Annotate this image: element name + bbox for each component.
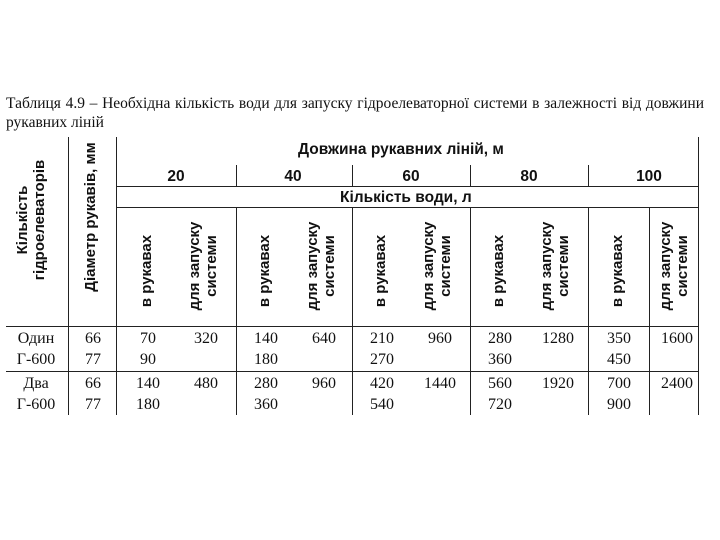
in-hoses-cell: 90 [140,351,156,368]
count-header [14,140,48,300]
column-divider-line [352,165,353,187]
diameter-cell: 77 [85,396,101,413]
for-start-cell: 1600 [661,330,693,347]
in-hoses-header: в рукавах [138,234,155,308]
in-hoses-cell: 280 [488,330,512,347]
count-cell: Один [17,330,55,347]
for-start-cell: 1440 [424,375,456,392]
length-value: 100 [636,168,662,185]
in-hoses-cell: 560 [488,375,512,392]
for-start-line2: системи [203,235,220,297]
in-hoses-header: в рукавах [609,234,626,308]
length-value: 40 [284,168,302,185]
for-start-cell: 480 [194,375,218,392]
diameter-cell: 66 [85,375,101,392]
column-divider-line [352,207,353,415]
table-caption: Таблиця 4.9 – Необхідна кількість води для запуску гідроелеваторної системи в залежності від довжини рукавних ліній [6,95,704,131]
column-divider-line [588,207,589,415]
in-hoses-cell: 70 [140,330,156,347]
in-hoses-cell: 420 [370,375,394,392]
column-divider-line [588,165,589,187]
in-hoses-cell: 180 [136,396,160,413]
for-start-line1: для запуску [420,221,437,311]
column-divider-line [68,137,69,415]
for-start-header [420,211,454,321]
count-header-line2: гідроелеваторів [31,159,48,281]
for-start-header [304,211,338,321]
count-cell: Г-600 [16,351,56,368]
count-cell: Г-600 [16,396,56,413]
in-hoses-cell: 280 [254,375,278,392]
in-hoses-header: в рукавах [490,234,507,308]
for-start-cell: 1280 [542,330,574,347]
in-hoses-cell: 140 [254,330,278,347]
count-cell: Два [23,375,49,392]
for-start-header [657,211,691,321]
for-start-cell: 320 [194,330,218,347]
column-divider-line [470,165,471,187]
for-start-cell: 2400 [661,375,693,392]
for-start-line2: системи [437,235,454,297]
length-value: 80 [520,168,538,185]
header-divider-line [116,186,698,187]
in-hoses-cell: 450 [607,351,631,368]
column-divider-line [470,207,471,415]
for-start-line1: для запуску [304,221,321,311]
in-hoses-header: в рукавах [372,234,389,308]
in-hoses-cell: 350 [607,330,631,347]
in-hoses-cell: 540 [370,396,394,413]
in-hoses-cell: 360 [488,351,512,368]
column-divider-line [116,137,117,415]
for-start-line2: системи [674,235,691,297]
in-hoses-cell: 270 [370,351,394,368]
in-hoses-cell: 700 [607,375,631,392]
for-start-line1: для запуску [538,221,555,311]
diameter-cell: 77 [85,351,101,368]
for-start-header [538,211,572,321]
in-hoses-cell: 180 [254,351,278,368]
column-divider-line [236,207,237,415]
column-divider-line [698,137,699,415]
for-start-line2: системи [321,235,338,297]
for-start-line1: для запуску [657,221,674,311]
in-hoses-cell: 900 [607,396,631,413]
column-divider-line [236,165,237,187]
for-start-cell: 960 [428,330,452,347]
diameter-header: Діаметр рукавів, мм [82,142,99,292]
count-header-line1: Кількість [14,185,31,255]
column-divider-line [649,207,650,415]
for-start-line2: системи [555,235,572,297]
for-start-line1: для запуску [186,221,203,311]
length-value: 20 [167,168,185,185]
for-start-header [186,211,220,321]
diameter-cell: 66 [85,330,101,347]
length-value: 60 [402,168,420,185]
in-hoses-cell: 360 [254,396,278,413]
in-hoses-cell: 720 [488,396,512,413]
header-divider-line [116,207,698,208]
in-hoses-header: в рукавах [256,234,273,308]
in-hoses-cell: 210 [370,330,394,347]
length-header: Довжина рукавних ліній, м [298,141,504,158]
water-header: Кількість води, л [340,189,472,206]
for-start-cell: 960 [312,375,336,392]
for-start-cell: 640 [312,330,336,347]
in-hoses-cell: 140 [136,375,160,392]
for-start-cell: 1920 [542,375,574,392]
